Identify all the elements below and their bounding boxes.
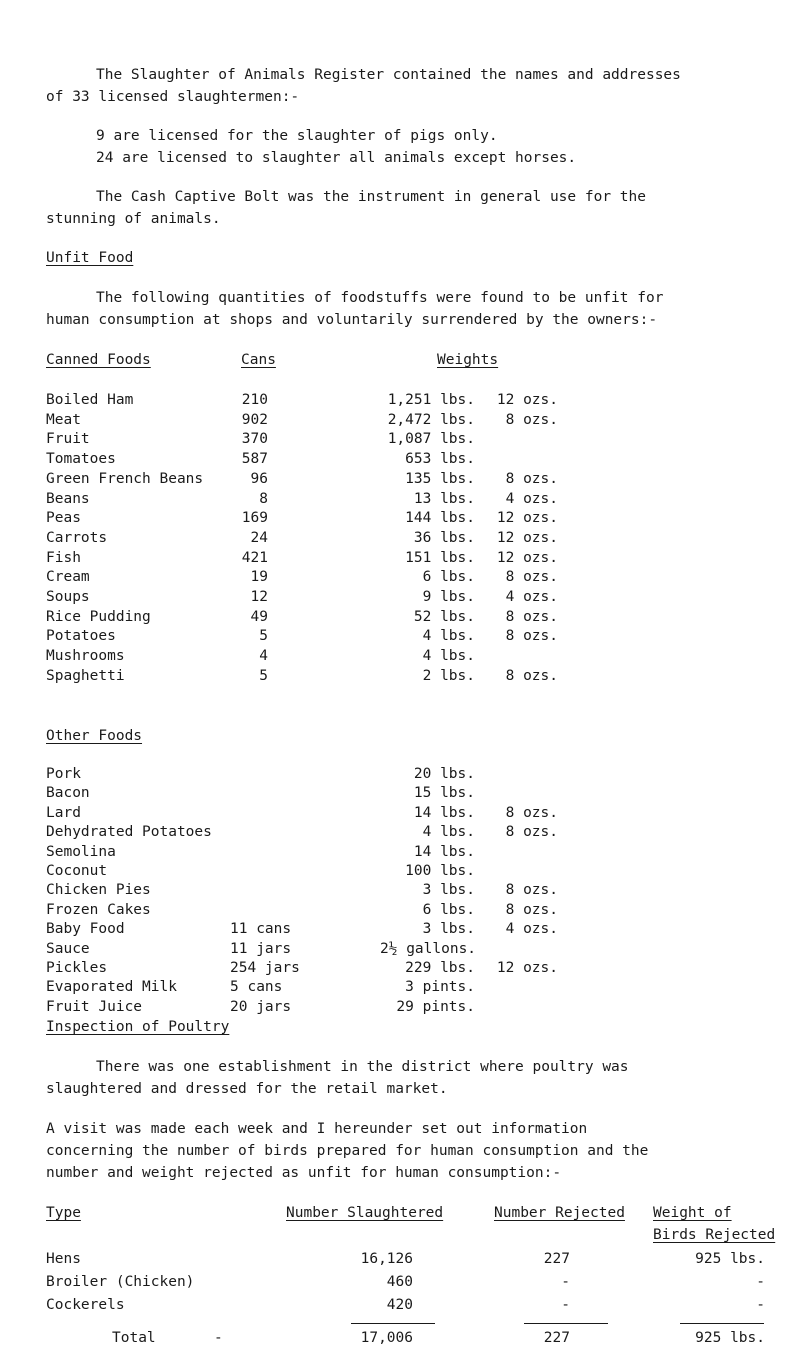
canned-item-name: Tomatoes: [46, 451, 116, 468]
canned-item-ozs: 8 ozs.: [505, 569, 558, 586]
canned-item-name: Potatoes: [46, 628, 116, 645]
canned-item-cans: 19: [250, 569, 268, 586]
poultry-type: Broiler (Chicken): [46, 1274, 195, 1290]
other-item-qty: 11 cans: [230, 921, 292, 938]
other-item-name: Chicken Pies: [46, 882, 151, 899]
poultry-heading: Inspection of Poultry: [46, 1019, 230, 1035]
total-rule-weight-top: [680, 1323, 764, 1324]
canned-item-lbs: 6 lbs.: [422, 569, 475, 586]
canned-item-ozs: 8 ozs.: [505, 470, 558, 487]
canned-item-lbs: 13 lbs.: [413, 490, 475, 507]
canned-item-ozs: 8 ozs.: [505, 628, 558, 645]
other-item-lbs: 3 lbs.: [422, 882, 475, 899]
intro-line-2: of 33 licensed slaughtermen:-: [46, 89, 300, 105]
weight-header-line-1: Weight of: [653, 1205, 732, 1221]
poultry-p2-line-2: concerning the number of birds prepared for human consumption and the: [46, 1143, 649, 1159]
canned-item-ozs: 12 ozs.: [496, 392, 558, 408]
other-item-lbs: 14 lbs.: [413, 843, 475, 860]
other-item-lbs: 14 lbs.: [413, 804, 475, 821]
canned-item-lbs: 4 lbs.: [422, 648, 475, 665]
all-except-horses-line: 24 are licensed to slaughter all animals except horses.: [96, 150, 577, 166]
canned-item-cans: 12: [250, 589, 268, 605]
canned-item-lbs: 4 lbs.: [422, 628, 475, 645]
other-item-ozs: 8 ozs.: [505, 804, 558, 821]
canned-item-cans: 49: [250, 608, 268, 625]
canned-item-ozs: 12 ozs.: [496, 510, 558, 527]
poultry-p2-line-1: A visit was made each week and I hereunder set out information: [46, 1121, 588, 1137]
total-rule-slaughtered-top: [351, 1323, 435, 1324]
canned-item-name: Carrots: [46, 529, 108, 546]
total-label: Total: [112, 1330, 156, 1346]
other-item-ozs: 8 ozs.: [505, 901, 558, 918]
rejected-header: Number Rejected: [494, 1205, 625, 1221]
unfit-food-line-2: human consumption at shops and voluntarily surrendered by the owners:-: [46, 312, 658, 328]
canned-item-lbs: 1,251 lbs.: [387, 392, 475, 408]
canned-item-ozs: 8 ozs.: [505, 608, 558, 625]
other-item-name: Dehydrated Potatoes: [46, 824, 212, 841]
canned-item-cans: 587: [241, 451, 268, 468]
poultry-p2-line-3: number and weight rejected as unfit for human consumption:-: [46, 1165, 562, 1181]
other-item-lbs: 20 lbs.: [413, 766, 475, 782]
cans-header: Cans: [241, 352, 276, 368]
other-item-lbs: 2½ gallons.: [380, 940, 477, 957]
canned-item-ozs: 4 ozs.: [505, 589, 558, 605]
canned-item-name: Boiled Ham: [46, 392, 134, 408]
canned-item-lbs: 2 lbs.: [422, 667, 475, 684]
weight-header-line-2: Birds Rejected: [653, 1227, 776, 1243]
weights-header: Weights: [437, 352, 499, 368]
other-item-lbs: 29 pints.: [396, 998, 475, 1015]
total-weight: 925 lbs.: [695, 1330, 765, 1346]
other-item-lbs: 4 lbs.: [422, 824, 475, 841]
canned-item-lbs: 2,472 lbs.: [387, 411, 475, 428]
canned-item-name: Soups: [46, 589, 90, 605]
canned-item-cans: 8: [259, 490, 268, 507]
total-dash: -: [214, 1330, 223, 1346]
canned-item-name: Green French Beans: [46, 470, 204, 487]
other-item-name: Lard: [46, 804, 81, 821]
other-item-name: Coconut: [46, 863, 108, 879]
canned-item-cans: 370: [241, 431, 268, 448]
bolt-line-2: stunning of animals.: [46, 211, 221, 227]
poultry-p1-line-1: There was one establishment in the district where poultry was: [96, 1059, 629, 1075]
poultry-slaughtered: 420: [386, 1297, 413, 1313]
poultry-type: Cockerels: [46, 1297, 125, 1313]
canned-item-cans: 4: [259, 648, 268, 665]
poultry-p1-line-2: slaughtered and dressed for the retail market.: [46, 1081, 448, 1097]
canned-item-lbs: 144 lbs.: [405, 510, 475, 527]
intro-line-1: The Slaughter of Animals Register contained the names and addresses: [96, 67, 681, 83]
canned-item-ozs: 8 ozs.: [505, 411, 558, 428]
other-item-qty: 20 jars: [230, 998, 292, 1015]
canned-item-cans: 24: [250, 529, 268, 546]
total-rule-rejected-top: [524, 1323, 608, 1324]
canned-item-name: Rice Pudding: [46, 608, 151, 625]
canned-item-ozs: 12 ozs.: [496, 529, 558, 546]
canned-item-ozs: 4 ozs.: [505, 490, 558, 507]
canned-item-name: Spaghetti: [46, 667, 125, 684]
canned-item-name: Beans: [46, 490, 90, 507]
other-item-lbs: 15 lbs.: [413, 785, 475, 802]
bolt-line-1: The Cash Captive Bolt was the instrument in general use for the: [96, 189, 646, 205]
poultry-rejected: 227: [543, 1251, 570, 1267]
total-rejected: 227: [543, 1330, 570, 1346]
canned-item-lbs: 1,087 lbs.: [387, 431, 475, 448]
canned-item-cans: 210: [241, 392, 268, 408]
other-item-qty: 5 cans: [230, 979, 283, 996]
canned-item-cans: 421: [241, 549, 268, 566]
other-item-lbs: 3 lbs.: [422, 921, 475, 938]
canned-item-lbs: 151 lbs.: [405, 549, 475, 566]
canned-item-lbs: 52 lbs.: [413, 608, 475, 625]
poultry-slaughtered: 16,126: [360, 1251, 413, 1267]
other-item-name: Pork: [46, 766, 81, 782]
other-item-name: Pickles: [46, 960, 108, 976]
canned-item-cans: 5: [259, 667, 268, 684]
unfit-food-heading: Unfit Food: [46, 250, 134, 266]
canned-item-lbs: 9 lbs.: [422, 589, 475, 605]
poultry-slaughtered: 460: [386, 1274, 413, 1290]
other-item-lbs: 100 lbs.: [405, 863, 475, 879]
other-item-lbs: 3 pints.: [405, 979, 475, 996]
canned-item-lbs: 36 lbs.: [413, 529, 475, 546]
other-foods-heading: Other Foods: [46, 728, 143, 744]
poultry-weight: -: [756, 1274, 765, 1290]
canned-item-ozs: 8 ozs.: [505, 667, 558, 684]
other-item-name: Evaporated Milk: [46, 979, 177, 996]
canned-item-name: Mushrooms: [46, 648, 125, 665]
poultry-rejected: -: [561, 1297, 570, 1313]
canned-item-cans: 902: [241, 411, 268, 428]
canned-item-lbs: 653 lbs.: [405, 451, 475, 468]
poultry-weight: 925 lbs.: [695, 1251, 765, 1267]
other-item-qty: 11 jars: [230, 940, 292, 957]
slaughtered-header: Number Slaughtered: [286, 1205, 444, 1221]
other-item-lbs: 6 lbs.: [422, 901, 475, 918]
other-item-name: Sauce: [46, 940, 90, 957]
canned-item-name: Meat: [46, 411, 81, 428]
canned-item-name: Fish: [46, 549, 81, 566]
canned-item-name: Fruit: [46, 431, 90, 448]
other-item-ozs: 4 ozs.: [505, 921, 558, 938]
poultry-type: Hens: [46, 1251, 81, 1267]
other-item-name: Semolina: [46, 843, 116, 860]
canned-item-name: Cream: [46, 569, 90, 586]
pigs-only-line: 9 are licensed for the slaughter of pigs only.: [96, 128, 498, 144]
canned-item-cans: 5: [259, 628, 268, 645]
other-item-name: Baby Food: [46, 921, 125, 938]
other-item-ozs: 8 ozs.: [505, 882, 558, 899]
other-item-name: Fruit Juice: [46, 998, 143, 1015]
canned-foods-header: Canned Foods: [46, 352, 151, 368]
other-item-qty: 254 jars: [230, 960, 300, 976]
type-header: Type: [46, 1205, 81, 1221]
other-item-name: Frozen Cakes: [46, 901, 151, 918]
total-slaughtered: 17,006: [360, 1330, 413, 1346]
canned-item-cans: 169: [241, 510, 268, 527]
canned-item-name: Peas: [46, 510, 81, 527]
poultry-rejected: -: [561, 1274, 570, 1290]
other-item-name: Bacon: [46, 785, 90, 802]
poultry-weight: -: [756, 1297, 765, 1313]
other-item-ozs: 12 ozs.: [496, 960, 558, 976]
unfit-food-line-1: The following quantities of foodstuffs were found to be unfit for: [96, 290, 664, 306]
canned-item-lbs: 135 lbs.: [405, 470, 475, 487]
other-item-ozs: 8 ozs.: [505, 824, 558, 841]
other-item-lbs: 229 lbs.: [405, 960, 475, 976]
canned-item-cans: 96: [250, 470, 268, 487]
canned-item-ozs: 12 ozs.: [496, 549, 558, 566]
